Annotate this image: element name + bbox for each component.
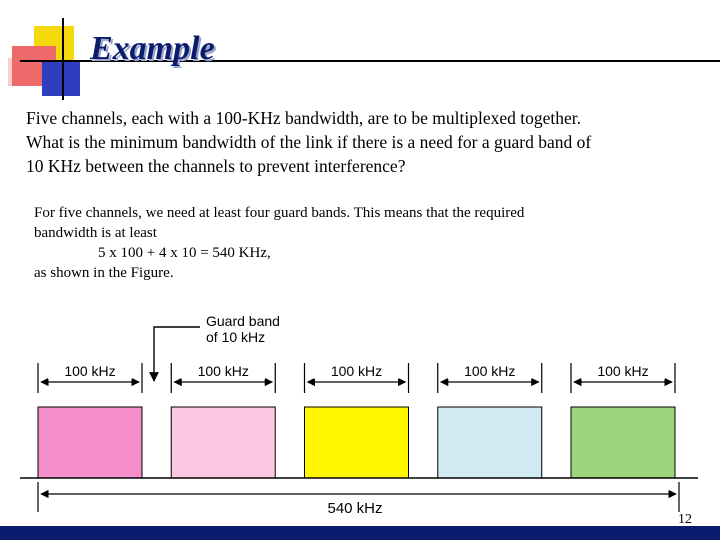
logo-blue-square bbox=[42, 62, 80, 96]
page-number: 12 bbox=[678, 512, 692, 527]
question-line: 10 KHz between the channels to prevent interference? bbox=[26, 156, 406, 176]
question-line: What is the minimum bandwidth of the link if there is a need for a guard band of bbox=[26, 132, 592, 152]
guard-band-figure bbox=[0, 305, 720, 525]
logo-vertical-line bbox=[62, 18, 64, 100]
channel-bandwidth-label: 100 kHz bbox=[597, 363, 649, 379]
question-line: Five channels, each with a 100-KHz bandwidth, are to be multiplexed together. bbox=[26, 108, 581, 128]
answer-line: as shown in the Figure. bbox=[34, 265, 174, 281]
question-text bbox=[26, 106, 706, 178]
bottom-accent-bar bbox=[0, 526, 720, 540]
channel-block bbox=[171, 407, 275, 478]
answer-line: For five channels, we need at least four guard bands. This means that the required bbox=[34, 205, 525, 221]
channel-bandwidth-label: 100 kHz bbox=[330, 363, 383, 379]
channel-block bbox=[438, 407, 542, 478]
answer-line: bandwidth is at least bbox=[34, 225, 157, 241]
channel-bandwidth-label: 100 kHz bbox=[64, 363, 116, 379]
answer-equation: 5 x 100 + 4 x 10 = 540 KHz, bbox=[98, 245, 271, 261]
total-bandwidth-label: 540 kHz bbox=[327, 500, 383, 517]
channel-block bbox=[38, 407, 142, 478]
channel-bandwidth-label: 100 kHz bbox=[197, 363, 249, 379]
channels-group bbox=[38, 363, 675, 478]
answer-text bbox=[34, 203, 694, 283]
channel-block bbox=[305, 407, 409, 478]
guard-band-label-value: of 10 kHz bbox=[206, 329, 266, 345]
channel-bandwidth-label: 100 kHz bbox=[464, 363, 516, 379]
guard-band-label: Guard band bbox=[206, 313, 280, 329]
slide-title: Example bbox=[90, 30, 215, 67]
channel-block bbox=[571, 407, 675, 478]
